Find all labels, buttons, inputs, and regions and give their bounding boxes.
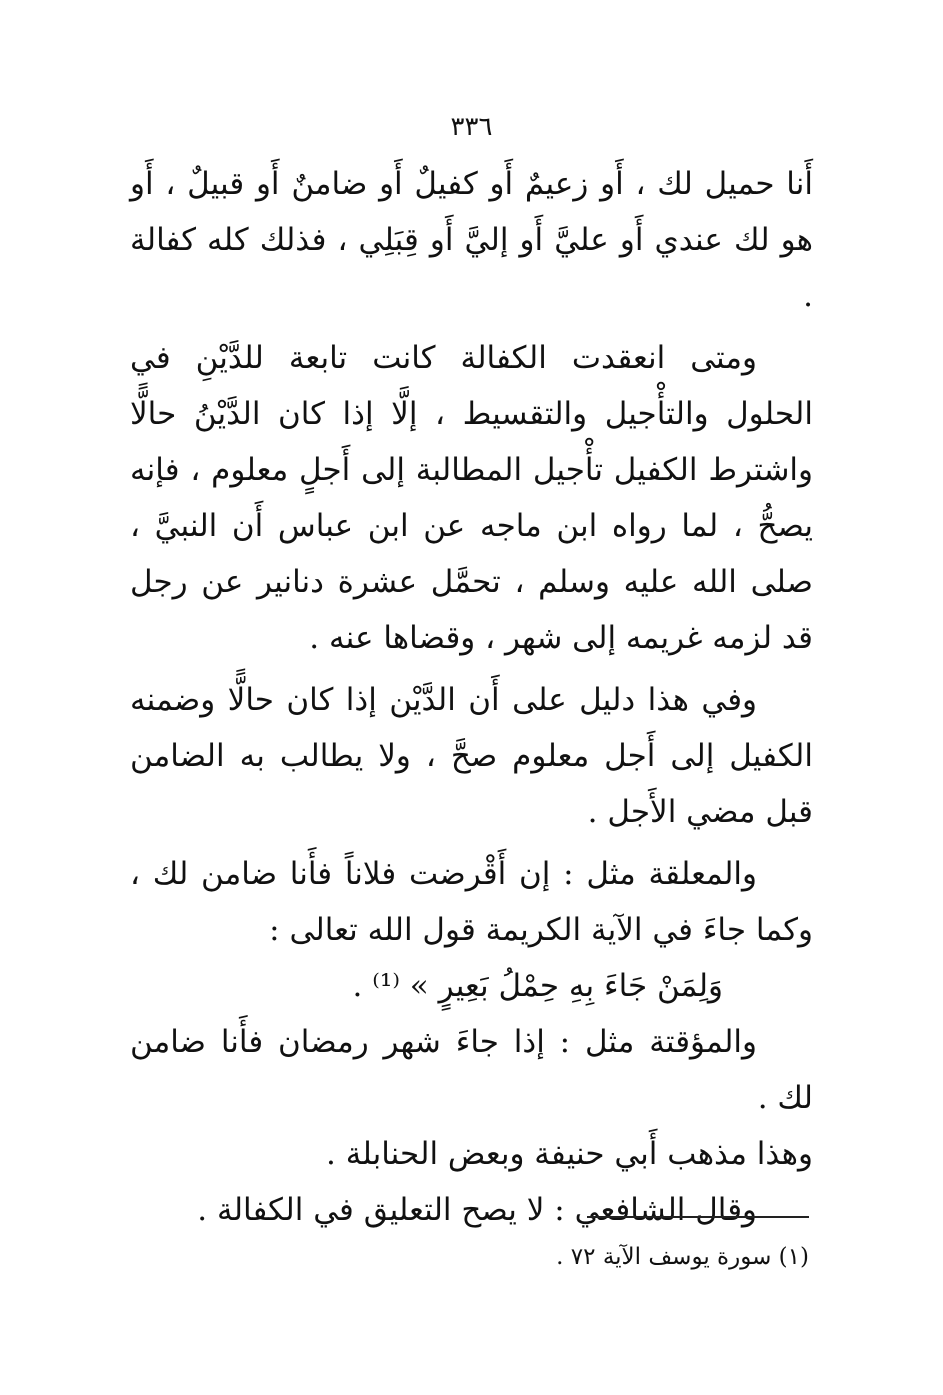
footnote-divider: [587, 1216, 809, 1218]
paragraph-guarantee-wording: أَنا حميل لك ، أَو زعيمٌ أَو كفيلٌ أَو ضامنٌ أَو قبيلٌ ، أَو هو لك عندي أَو عليَّ أَو إليَّ أَو قِبَلِي ، فذلك كله كفالة .: [130, 166, 813, 314]
footnote: (١) سورة يوسف الآية ٧٢ .: [556, 1244, 809, 1270]
paragraph-timed-guarantee: والمؤقتة مثل : إذا جاءَ شهر رمضان فأَنا ضامن لك .: [130, 1024, 813, 1116]
page-number: ٣٣٦: [450, 112, 493, 142]
paragraph-guarantee-follows-debt: ومتى انعقدت الكفالة كانت تابعة للدَّيْنِ في الحلول والتأْجيل والتقسيط ، إلَّا إذا كان الدَّيْنُ حالًّا واشترط الكفيل تأْجيل المطالبة إلى أَجلٍ معلوم ، فإنه يصحُّ ، لما رواه ابن ماجه عن ابن عباس أَن النبيَّ ، صلى الله عليه وسلم ، تحمَّل عشرة دنانير عن رجل قد لزمه غريمه إلى شهر ، وقضاها عنه .: [130, 340, 813, 656]
quran-verse: وَلِمَنْ جَاءَ بِهِ حِمْلُ بَعِيرٍ » ⁽¹⁾ .: [352, 968, 723, 1004]
paragraph-hanafi-view: وهذا مذهب أَبي حنيفة وبعض الحنابلة .: [325, 1136, 813, 1172]
paragraph-conditional-guarantee: والمعلقة مثل : إن أَقْرضت فلاناً فأَنا ضامن لك ، وكما جاءَ في الآية الكريمة قول الله تعالى :: [130, 856, 813, 948]
paragraph-shafii-view: وقال الشافعي : لا يصح التعليق في الكفالة .: [197, 1192, 757, 1228]
body-text: [130, 156, 813, 1238]
paragraph-deferred-debt-evidence: وفي هذا دليل على أَن الدَّيْن إذا كان حالًّا وضمنه الكفيل إلى أَجل معلوم صحَّ ، ولا يطالب به الضامن قبل مضي الأَجل .: [130, 682, 813, 830]
